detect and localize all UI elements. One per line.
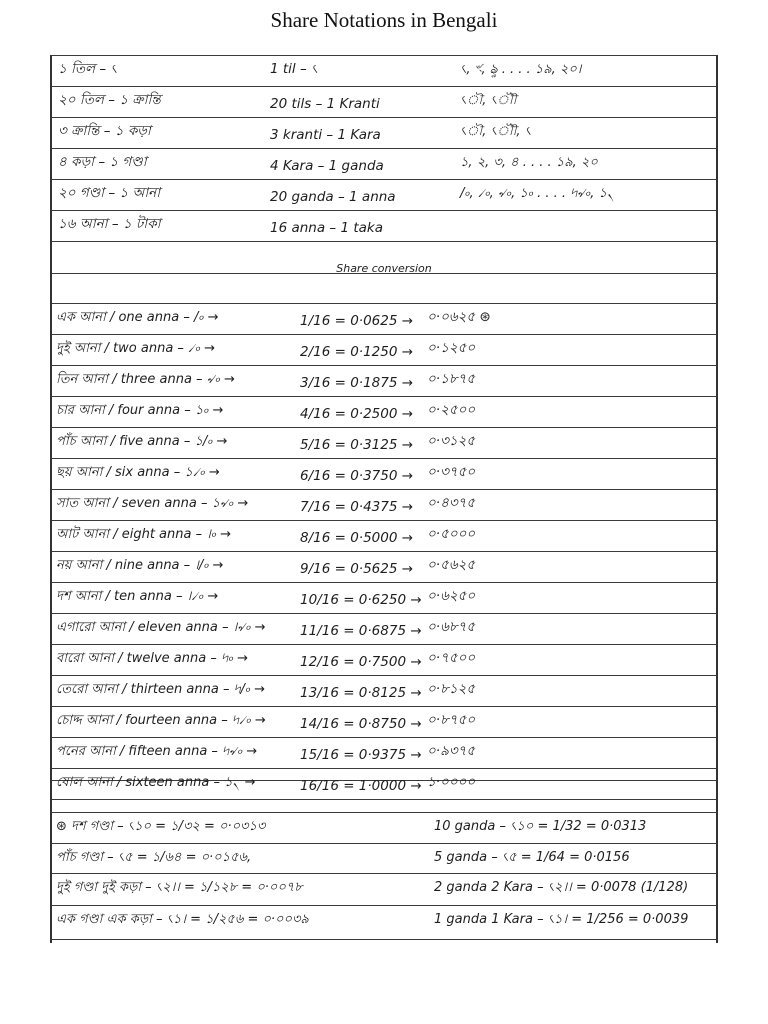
conversion-value: ০·৫৬২৫ — [427, 557, 476, 573]
conversion-fraction: 14/16 = 0·8750 → — [300, 716, 422, 732]
conversion-label: বারো আনা / twelve anna – ৸৹ → — [56, 651, 249, 666]
conversion-value: ০·২৫০০ — [427, 402, 476, 418]
conversion-fraction: 11/16 = 0·6875 → — [300, 623, 422, 639]
footnote-bengali: পাঁচ গণ্ডা – ৻৫ = ১/৬৪ = ০·০১৫৬, — [56, 850, 252, 865]
ruled-line — [52, 799, 716, 800]
conversion-row — [52, 396, 716, 426]
conversion-row — [52, 489, 716, 519]
conversion-row — [52, 675, 716, 705]
conversion-fraction: 2/16 = 0·1250 → — [300, 344, 414, 360]
conversion-row — [52, 334, 716, 364]
conversion-row — [52, 644, 716, 674]
conversion-value: ০·১৮৭৫ — [427, 371, 476, 387]
ruled-line — [52, 273, 716, 274]
conversion-value: ০·৬৮৭৫ — [427, 619, 476, 635]
unit-english: 20 tils – 1 Kranti — [270, 96, 380, 112]
conversion-label: তেরো আনা / thirteen anna – ৸/৹ → — [56, 682, 266, 697]
conversion-label: দুই আনা / two anna – ৴৹ → — [56, 341, 216, 356]
conversion-row — [52, 427, 716, 457]
page-title: Share Notations in Bengali — [270, 8, 498, 32]
unit-row — [52, 117, 716, 147]
conversion-row — [52, 520, 716, 550]
footnote-english: 5 ganda – ৻৫ = 1/64 = 0·0156 — [434, 850, 630, 865]
conversion-value: ০·৭৫০০ — [427, 650, 476, 666]
ruled-line — [52, 939, 716, 940]
unit-bengali: ২০ তিল – ১ ক্রান্তি — [58, 92, 161, 108]
conversion-value: ০·৮৭৫০ — [427, 712, 476, 728]
unit-symbols: ৻ৗ, ৻ৗৗ, ৻ — [460, 124, 531, 139]
conversion-fraction: 15/16 = 0·9375 → — [300, 747, 422, 763]
conversion-fraction: 16/16 = 1·0000 → — [300, 778, 422, 794]
conversion-value: ০·১২৫০ — [427, 340, 476, 356]
conversion-label: এগারো আনা / eleven anna – ।৵৹ → — [56, 620, 266, 635]
footnote-bengali: দুই গণ্ডা দুই কড়া – ৻২।। = ১/১২৮ = ০·০০৭৮ — [56, 880, 303, 895]
footnote-row — [52, 812, 716, 842]
unit-bengali: ১ তিল – ৻ — [58, 61, 118, 77]
footnote-english: 10 ganda – ৻১০ = 1/32 = 0·0313 — [434, 819, 647, 834]
conversion-label: ছয় আনা / six anna – ১৴৹ → — [56, 465, 220, 480]
conversion-value: ০·০৬২৫ ⊛ — [427, 309, 491, 325]
unit-row — [52, 86, 716, 116]
conversion-label: তিন আনা / three anna – ৵৹ → — [56, 372, 235, 387]
unit-row — [52, 210, 716, 240]
conversion-value: ০·৩১২৫ — [427, 433, 476, 449]
notation-sheet — [50, 55, 718, 943]
unit-bengali: ৪ কড়া – ১ গণ্ডা — [58, 154, 147, 170]
conversion-label: নয় আনা / nine anna – ।/৹ → — [56, 558, 224, 573]
conversion-row — [52, 768, 716, 798]
unit-english: 16 anna – 1 taka — [270, 220, 383, 236]
conversion-fraction: 4/16 = 0·2500 → — [300, 406, 414, 422]
unit-symbols: ১, ২, ৩, ৪ . . . . ১৯, ২০ — [460, 155, 598, 170]
conversion-fraction: 12/16 = 0·7500 → — [300, 654, 422, 670]
conversion-row — [52, 706, 716, 736]
unit-row — [52, 148, 716, 178]
unit-row — [52, 179, 716, 209]
conversion-value: ০·৯৩৭৫ — [427, 743, 476, 759]
conversion-value: ০·৩৭৫০ — [427, 464, 476, 480]
conversion-fraction: 7/16 = 0·4375 → — [300, 499, 414, 515]
unit-bengali: ১৬ আনা – ১ টাকা — [58, 216, 161, 232]
conversion-row — [52, 365, 716, 395]
footnote-row — [52, 873, 716, 903]
footnote-row — [52, 905, 716, 935]
unit-symbols: ৻ৗ, ৻ৗৗ — [460, 93, 517, 108]
conversion-fraction: 1/16 = 0·0625 → — [300, 313, 414, 329]
conversion-fraction: 3/16 = 0·1875 → — [300, 375, 414, 391]
conversion-fraction: 5/16 = 0·3125 → — [300, 437, 414, 453]
unit-row — [52, 55, 716, 85]
conversion-label: সাত আনা / seven anna – ১৵৹ → — [56, 496, 249, 511]
conversion-label: চার আনা / four anna – ১৹ → — [56, 403, 224, 418]
conversion-label: এক আনা / one anna – /৹ → — [56, 310, 219, 325]
footnote-english: 1 ganda 1 Kara – ৻১। = 1/256 = 0·0039 — [434, 912, 689, 927]
conversion-label: দশ আনা / ten anna – ।৴৹ → — [56, 589, 219, 604]
conversion-label: পনের আনা / fifteen anna – ৸৵৹ → — [56, 744, 258, 759]
conversion-label: আট আনা / eight anna – ।৹ → — [56, 527, 232, 542]
conversion-value: ০·৮১২৫ — [427, 681, 476, 697]
conversion-value: ১·০০০০ — [427, 774, 476, 790]
unit-bengali: ২০ গণ্ডা – ১ আনা — [58, 185, 161, 201]
footnote-row — [52, 843, 716, 873]
conversion-row — [52, 582, 716, 612]
conversion-label: ষোল আনা / sixteen anna – ১৲ → — [56, 775, 256, 790]
conversion-label: চোদ্দ আনা / fourteen anna – ৸৴৹ → — [56, 713, 266, 728]
conversion-fraction: 9/16 = 0·5625 → — [300, 561, 414, 577]
footnote-english: 2 ganda 2 Kara – ৻২।। = 0·0078 (1/128) — [434, 880, 689, 895]
conversion-fraction: 8/16 = 0·5000 → — [300, 530, 414, 546]
conversion-row — [52, 737, 716, 767]
conversion-fraction: 6/16 = 0·3750 → — [300, 468, 414, 484]
footnote-bengali: এক গণ্ডা এক কড়া – ৻১। = ১/২৫৬ = ০·০০৩৯ — [56, 912, 309, 927]
unit-bengali: ৩ ক্রান্তি – ১ কড়া — [58, 123, 151, 139]
unit-symbols: ৻, ৼ, ৡ . . . . ১৯, ২০। — [460, 62, 582, 77]
ruled-line — [52, 241, 716, 242]
conversion-value: ০·৬২৫০ — [427, 588, 476, 604]
conversion-fraction: 13/16 = 0·8125 → — [300, 685, 422, 701]
conversion-row — [52, 551, 716, 581]
footnote-bengali: ⊛ দশ গণ্ডা – ৻১০ = ১/৩২ = ০·০৩১৩ — [56, 819, 266, 834]
conversion-row — [52, 303, 716, 333]
unit-english: 4 Kara – 1 ganda — [270, 158, 384, 174]
conversion-row — [52, 613, 716, 643]
conversion-value: ০·৫০০০ — [427, 526, 476, 542]
conversion-fraction: 10/16 = 0·6250 → — [300, 592, 422, 608]
unit-symbols: /৹, ৴৹, ৵৹, ১৹ . . . . ৸৵৹, ১৲ — [460, 186, 615, 201]
conversion-row — [52, 458, 716, 488]
conversion-value: ০·৪৩৭৫ — [427, 495, 476, 511]
unit-english: 1 til – ৻ — [270, 61, 318, 77]
conversion-heading: Share conversion — [336, 262, 432, 275]
unit-english: 20 ganda – 1 anna — [270, 189, 396, 205]
unit-english: 3 kranti – 1 Kara — [270, 127, 381, 143]
conversion-label: পাঁচ আনা / five anna – ১/৹ → — [56, 434, 228, 449]
